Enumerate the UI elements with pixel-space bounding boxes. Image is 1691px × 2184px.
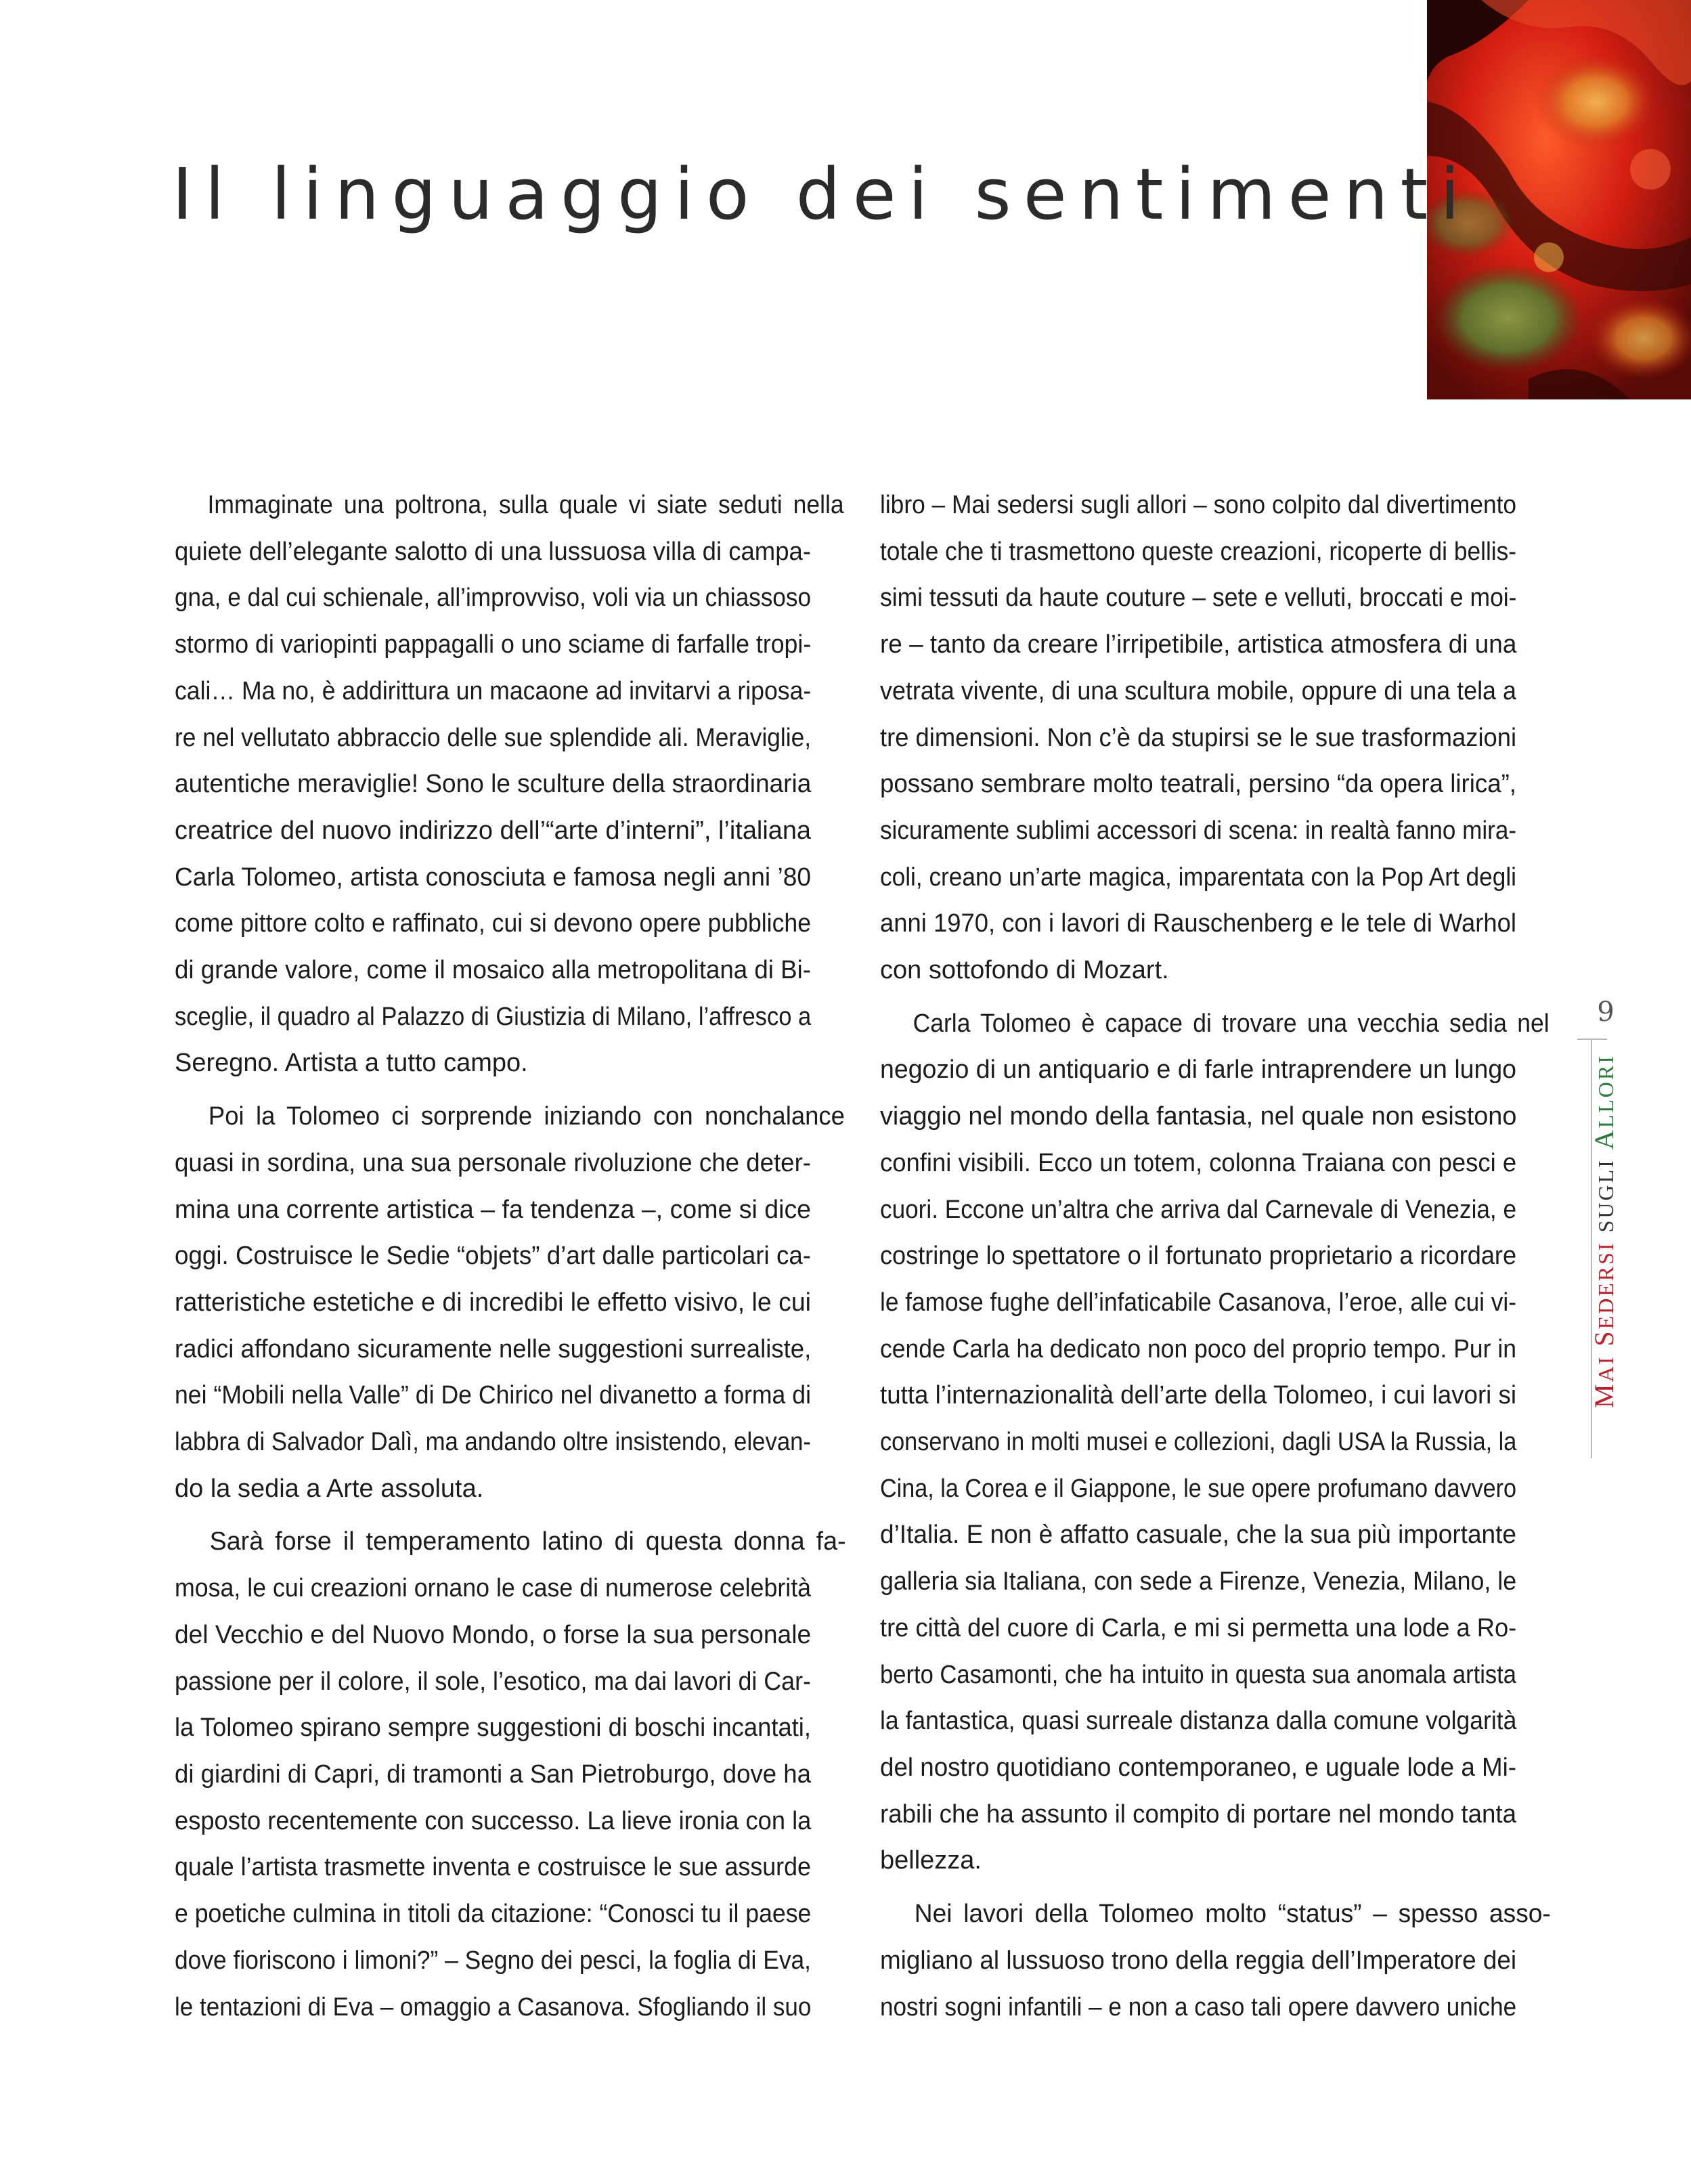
page-number: 9 — [1597, 997, 1615, 1028]
text-line: sicuramente sublimi accessori di scena: in realtà fanno mira- — [880, 816, 1517, 845]
paragraph — [880, 1891, 1551, 2030]
text-line: tre città del cuore di Carla, e mi si permetta una lode a Ro- — [880, 1613, 1517, 1642]
text-line: cuori. Eccone un’altra che arriva dal Carnevale di Venezia, e — [880, 1195, 1517, 1224]
text-line: dove fioriscono i limoni?” – Segno dei pesci, la foglia di Eva, — [175, 1946, 812, 1975]
text-line: rabili che ha assunto il compito di portare nel mondo tanta — [880, 1799, 1517, 1829]
text-line: creatrice del nuovo indirizzo dell’“arte d’interni”, l’italiana — [175, 816, 812, 845]
text-line: possano sembrare molto teatrali, persino “da opera lirica”, — [880, 770, 1517, 799]
text-line: conservano in molti musei e collezioni, dagli USA la Russia, la — [880, 1428, 1517, 1457]
text-line: Cina, la Corea e il Giappone, le sue opere profumano davvero — [880, 1474, 1517, 1503]
text-line: ratteristiche estetiche e di incredibi le effetto visivo, le cui — [175, 1288, 811, 1317]
left-text-column — [175, 482, 846, 2030]
text-line: cali… Ma no, è addirittura un macaone ad invitarvi a riposa- — [175, 676, 812, 705]
text-line: radici affondano sicuramente nelle suggestioni surrealiste, — [175, 1334, 812, 1363]
text-line: viaggio nel mondo della fantasia, nel quale non esistono — [880, 1102, 1517, 1131]
paragraph — [880, 482, 1516, 994]
text-line: libro – Mai sedersi sugli allori – sono colpito dal divertimento — [880, 491, 1517, 519]
text-line: Immaginate una poltrona, sulla quale vi siate seduti nella — [207, 491, 844, 519]
text-line: Sarà forse il temperamento latino di questa donna fa- — [209, 1527, 846, 1556]
text-line: migliano al lussuoso trono della reggia dell’Imperatore dei — [880, 1946, 1517, 1975]
paragraph — [175, 1093, 845, 1512]
page-title: Il linguaggio dei sentimenti — [172, 153, 1472, 236]
paragraph — [880, 1001, 1550, 1884]
right-text-column — [880, 482, 1551, 2030]
text-line: del Vecchio e del Nuovo Mondo, o forse la sua personale — [175, 1620, 812, 1649]
text-line: Nei lavori della Tolomeo molto “status” – spesso asso- — [914, 1900, 1551, 1929]
text-line: Carla Tolomeo, artista conosciuta e famosa negli anni ’80 — [175, 862, 811, 892]
text-line: labbra di Salvador Dalì, ma andando oltre insistendo, elevan- — [175, 1428, 811, 1457]
text-line: do la sedia a Arte assoluta. — [175, 1474, 484, 1503]
text-line: sceglie, il quadro al Palazzo di Giustizia di Milano, l’affresco a — [175, 1002, 812, 1031]
text-line: d’Italia. E non è affatto casuale, che la sua più importante — [880, 1521, 1517, 1550]
text-line: Seregno. Artista a tutto campo. — [175, 1049, 528, 1078]
running-title-word-4: ALLORI — [1589, 1054, 1619, 1150]
paragraph — [175, 1519, 846, 2030]
text-line: le tentazioni di Eva – omaggio a Casanova. Sfogliando il suo — [175, 1992, 812, 2022]
text-line: la Tolomeo spirano sempre suggestioni di boschi incantati, — [175, 1713, 811, 1743]
text-line: le famose fughe dell’infaticabile Casanova, l’eroe, alle cui vi- — [880, 1288, 1516, 1317]
text-line: mina una corrente artistica – fa tendenza –, come si dice — [175, 1195, 812, 1224]
text-line: passione per il colore, il sole, l’esotico, ma dai lavori di Car- — [175, 1667, 811, 1696]
text-line: quasi in sordina, una sua personale rivoluzione che deter- — [175, 1148, 812, 1177]
text-line: come pittore colto e raffinato, cui si devono opere pubbliche — [175, 909, 812, 938]
text-line: mosa, le cui creazioni ornano le case di numerose celebrità — [175, 1574, 812, 1603]
text-line: vetrata vivente, di una scultura mobile, oppure di una tela a — [880, 676, 1516, 705]
running-title-word-2: SEDERSI — [1589, 1241, 1619, 1347]
running-book-title — [1588, 1054, 1620, 1408]
text-line: esposto recentemente con successo. La lieve ironia con la — [175, 1806, 812, 1835]
text-line: oggi. Costruisce le Sedie “objets” d’art dalle particolari ca- — [175, 1242, 812, 1271]
text-line: costringe lo spettatore o il fortunato proprietario a ricordare — [880, 1242, 1517, 1271]
text-line: quale l’artista trasmette inventa e costruisce le sue assurde — [175, 1853, 811, 1882]
text-line: di grande valore, come il mosaico alla metropolitana di Bi- — [175, 956, 812, 985]
text-line: tutta l’internazionalità dell’arte della Tolomeo, i cui lavori si — [880, 1381, 1517, 1410]
text-line: la fantastica, quasi surreale distanza dalla comune volgarità — [880, 1707, 1517, 1736]
text-line: del nostro quotidiano contemporaneo, e uguale lode a Mi- — [880, 1753, 1517, 1782]
sidebar-rule-top — [1577, 1039, 1607, 1040]
text-line: autentiche meraviglie! Sono le sculture della straordinaria — [175, 770, 812, 799]
text-line: tre dimensioni. Non c’è da stupirsi se le sue trasformazioni — [880, 723, 1517, 752]
text-line: Poi la Tolomeo ci sorprende iniziando con nonchalance — [208, 1102, 845, 1131]
text-line: di giardini di Capri, di tramonti a San Pietroburgo, dove ha — [175, 1760, 811, 1789]
text-line: nei “Mobili nella Valle” di De Chirico nel divanetto a forma di — [175, 1381, 812, 1410]
text-line: simi tessuti da haute couture – sete e velluti, broccati e moi- — [880, 584, 1517, 613]
text-line: berto Casamonti, che ha intuito in questa sua anomala artista — [880, 1660, 1517, 1689]
text-line: anni 1970, con i lavori di Rauschenberg e le tele di Warhol — [880, 909, 1516, 938]
text-line: nostri sogni infantili – e non a caso tali opere davvero uniche — [880, 1992, 1517, 2022]
running-title-word-1: MAI — [1589, 1355, 1619, 1408]
text-line: negozio di un antiquario e di farle intraprendere un lungo — [880, 1055, 1517, 1085]
text-line: coli, creano un’arte magica, imparentata con la Pop Art degli — [880, 862, 1516, 892]
text-line: bellezza. — [880, 1846, 982, 1875]
text-line: quiete dell’elegante salotto di una lussuosa villa di campa- — [175, 537, 812, 566]
text-line: confini visibili. Ecco un totem, colonna Traiana con pesci e — [880, 1148, 1517, 1177]
text-line: e poetiche culmina in titoli da citazione: “Conosci tu il paese — [175, 1900, 812, 1929]
paragraph — [175, 482, 844, 1087]
text-line: re – tanto da creare l’irripetibile, artistica atmosfera di una — [880, 630, 1517, 659]
text-line: Carla Tolomeo è capace di trovare una vecchia sedia nel — [913, 1009, 1550, 1038]
text-line: gna, e dal cui schienale, all’improvviso, voli via un chiassoso — [175, 584, 812, 613]
text-line: stormo di variopinti pappagalli o uno sciame di farfalle tropi- — [175, 630, 812, 659]
text-line: con sottofondo di Mozart. — [880, 956, 1169, 985]
text-line: re nel vellutato abbraccio delle sue splendide ali. Meraviglie, — [175, 723, 812, 752]
text-line: totale che ti trasmettono queste creazioni, ricoperte di bellis- — [880, 537, 1517, 566]
running-title-word-3: SUGLI — [1594, 1158, 1618, 1233]
text-line: cende Carla ha dedicato non poco del proprio tempo. Pur in — [880, 1334, 1517, 1363]
text-line: galleria sia Italiana, con sede a Firenze, Venezia, Milano, le — [880, 1567, 1517, 1596]
